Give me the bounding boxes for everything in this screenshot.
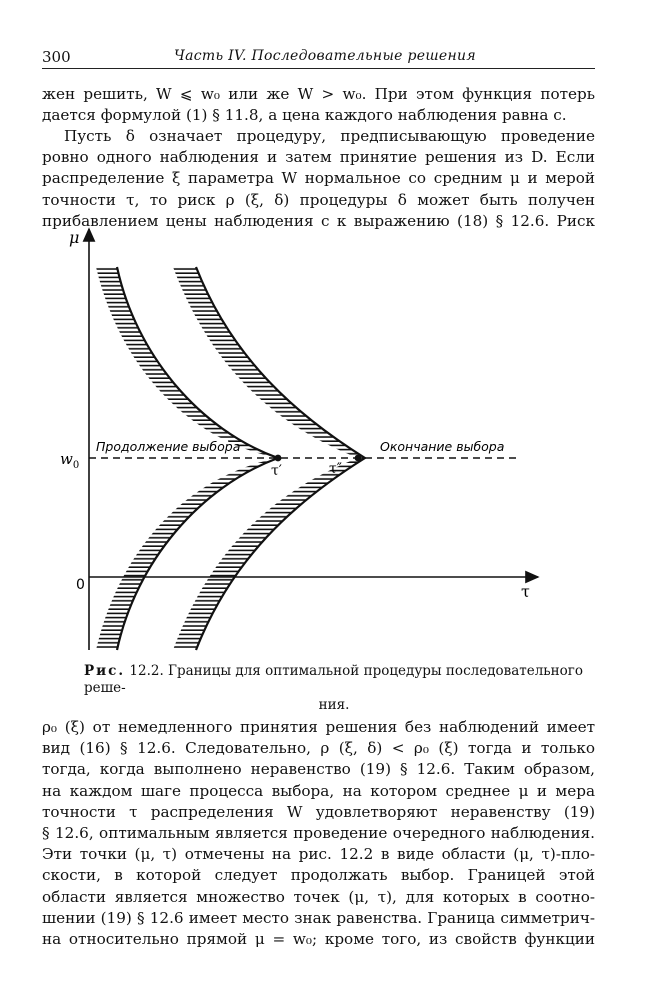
text-line: Эти точки (μ, τ) отмечены на рис. 12.2 в виде области (μ, τ)-пло- bbox=[42, 845, 595, 864]
text-line: § 12.6, оптимальным является проведение очередного наблюдения. bbox=[42, 824, 595, 843]
text-line: ровно одного наблюдения и затем принятие решения из D. Если bbox=[42, 148, 595, 167]
text-line: шении (19) § 12.6 имеет место знак равенства. Граница симметрич- bbox=[42, 908, 595, 927]
paragraph-3 bbox=[42, 717, 595, 950]
figure-caption bbox=[84, 663, 594, 714]
text-line: скости, в которой следует продолжать выбор. Границей этой bbox=[42, 866, 595, 885]
text-line: вид (16) § 12.6. Следовательно, ρ (ξ, δ) < ρ₀ (ξ) тогда и только bbox=[42, 739, 595, 758]
w0-label: $w_0$ bbox=[60, 450, 80, 471]
tau-prime-label: τ′ bbox=[271, 463, 282, 479]
text-line: области является множество точек (μ, τ), для которых в соотно- bbox=[42, 887, 595, 906]
page-header bbox=[42, 46, 595, 69]
tau-double-prime-point bbox=[355, 455, 362, 462]
stop-label: Окончание выбора bbox=[380, 439, 505, 454]
caption-lead: Рис. bbox=[84, 663, 126, 679]
text-line: прибавлением цены наблюдения c к выражению (18) § 12.6. Риск bbox=[42, 211, 595, 230]
continue-label: Продолжение выбора bbox=[96, 439, 241, 454]
x-axis-label: τ bbox=[521, 582, 530, 601]
text-line: распределение ξ параметра W нормальное со средним μ и мерой bbox=[42, 169, 595, 188]
text-line: ρ₀ (ξ) от немедленного принятия решения без наблюдений имеет bbox=[42, 718, 595, 736]
paragraph-2 bbox=[42, 126, 595, 232]
page-number: 300 bbox=[42, 48, 71, 66]
caption-number: 12.2. bbox=[129, 663, 164, 679]
text-line: Пусть δ означает процедуру, предписывающую проведение bbox=[64, 127, 595, 145]
tau-prime-point bbox=[275, 455, 282, 462]
paragraph-1 bbox=[42, 84, 595, 126]
running-title: Часть IV. Последовательные решения bbox=[174, 48, 476, 64]
text-line: жен решить, W ⩽ w₀ или же W > w₀. При этом функция потерь bbox=[42, 85, 595, 103]
text-line: точности τ распределения W удовлетворяют неравенству (19) bbox=[42, 802, 595, 821]
caption-text: Границы для оптимальной процедуры последовательного реше- bbox=[84, 663, 583, 696]
boundary-figure bbox=[60, 225, 560, 655]
tau-double-prime-label: τ″ bbox=[329, 461, 342, 477]
text-line: на относительно прямой μ = w₀; кроме того, из свойств функции bbox=[42, 930, 595, 949]
origin-label: 0 bbox=[76, 577, 85, 593]
text-line: дается формулой (1) § 11.8, а цена каждого наблюдения равна c. bbox=[42, 106, 567, 125]
text-line: точности τ, то риск ρ (ξ, δ) процедуры δ может быть получен bbox=[42, 190, 595, 209]
caption-text-continued: ния. bbox=[318, 697, 350, 713]
y-axis-label: μ bbox=[69, 228, 80, 247]
text-line: на каждом шаге процесса выбора, на котором среднее μ и мера bbox=[42, 781, 595, 800]
text-line: тогда, когда выполнено неравенство (19) § 12.6. Таким образом, bbox=[42, 760, 595, 779]
